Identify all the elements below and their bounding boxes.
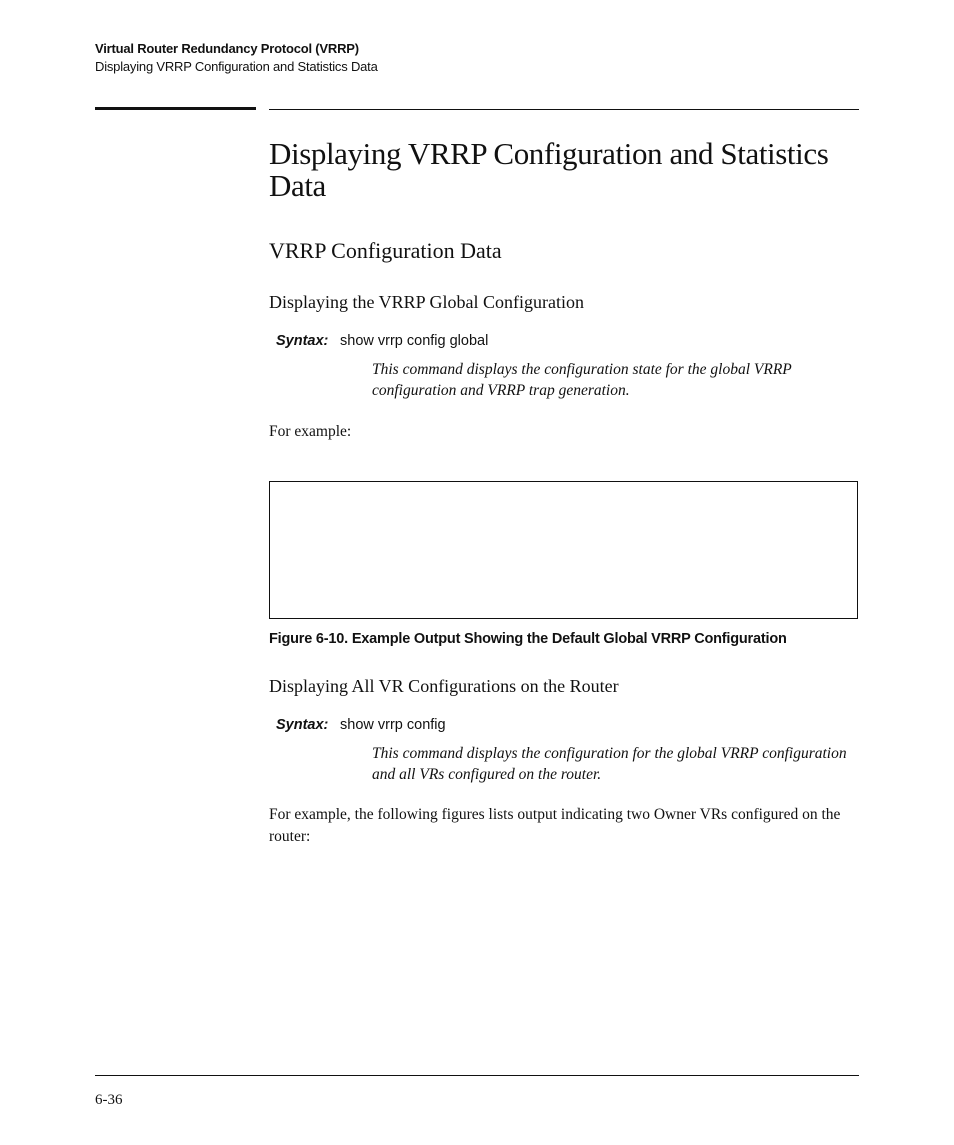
- running-header-title: Virtual Router Redundancy Protocol (VRRP): [95, 41, 359, 56]
- syntax-line-all-vr-configs: [276, 715, 446, 735]
- syntax-label: Syntax:: [276, 333, 329, 349]
- syntax-command: show vrrp config: [340, 717, 446, 733]
- header-rule-thin: [269, 109, 859, 110]
- section-heading: VRRP Configuration Data: [269, 238, 502, 263]
- body-text-owner-vrs: For example, the following figures lists output indicating two Owner VRs configured on the router:: [269, 806, 841, 845]
- figure-caption: Figure 6-10. Example Output Showing the Default Global VRRP Configuration: [269, 631, 787, 647]
- command-description-all-vr-configs: This command displays the configuration for the global VRRP configuration and all VRs configured on the router.: [372, 745, 847, 783]
- page-number: 6-36: [95, 1092, 123, 1108]
- running-header-subtitle: Displaying VRRP Configuration and Statistics Data: [95, 59, 378, 74]
- syntax-command: show vrrp config global: [340, 333, 489, 349]
- footer-rule: [95, 1075, 859, 1076]
- body-text-for-example: For example:: [269, 423, 352, 440]
- page-title: Displaying VRRP Configuration and Statistics Data: [269, 136, 829, 203]
- running-header: [95, 40, 855, 76]
- header-rule-thick: [95, 107, 256, 110]
- syntax-label: Syntax:: [276, 717, 329, 733]
- syntax-line-global-config: [276, 331, 488, 351]
- command-description-global-config: This command displays the configuration state for the global VRRP configuration and VRRP trap generation.: [372, 361, 792, 399]
- subsection-heading-all-vr-configs: Displaying All VR Configurations on the Router: [269, 676, 619, 696]
- figure-output-box: [269, 481, 858, 619]
- subsection-heading-global-config: Displaying the VRRP Global Configuration: [269, 292, 584, 312]
